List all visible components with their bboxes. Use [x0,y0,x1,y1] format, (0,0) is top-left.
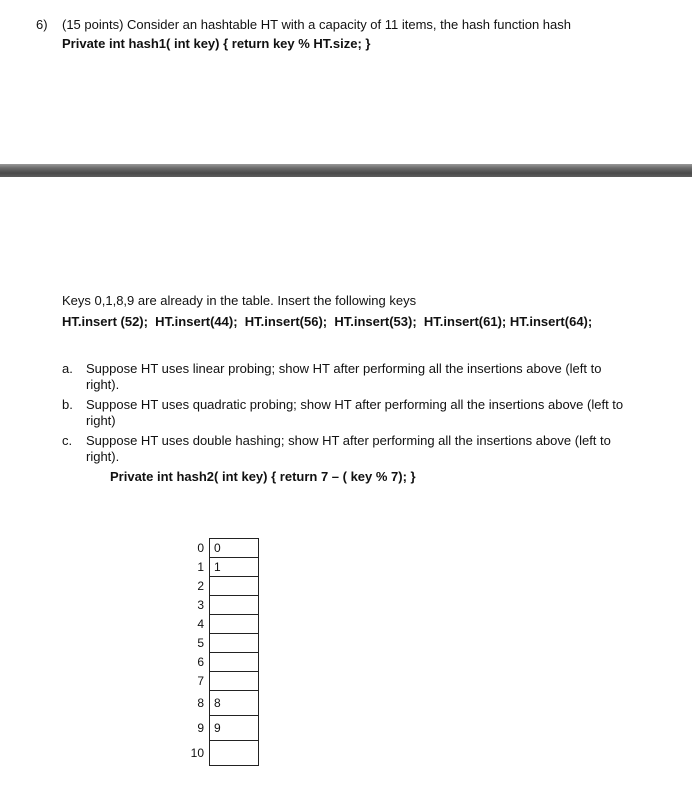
slot-index: 2 [197,579,204,593]
slot-cell[interactable]: 9 [210,716,259,741]
question-intro: (15 points) Consider an hashtable HT with a capacity of 11 items, the hash function hash [62,17,571,32]
slot-cell[interactable] [210,634,259,653]
part-c-marker: c. [62,433,73,448]
slot-index: 1 [197,560,204,574]
table-row [180,596,259,615]
slot-index: 7 [197,674,204,688]
hash1-code: Private int hash1( int key) { return key % HT.size; } [62,36,371,51]
slot-index: 8 [197,696,204,710]
table-row [180,691,259,716]
page-divider [0,164,692,177]
table-row [180,634,259,653]
part-b-text: Suppose HT uses quadratic probing; show HT after performing all the insertions above (left to right) [86,397,624,428]
slot-cell[interactable]: 0 [210,539,259,558]
hash2-code: Private int hash2( int key) { return 7 – ( key % 7); } [110,469,416,484]
question-number: 6) [36,17,48,32]
part-b-marker: b. [62,397,73,412]
slot-cell[interactable] [210,672,259,691]
slot-cell[interactable]: 8 [210,691,259,716]
preset-keys-text: Keys 0,1,8,9 are already in the table. Insert the following keys [62,293,417,308]
slot-cell[interactable] [210,615,259,634]
slot-cell[interactable] [210,577,259,596]
part-a-text: Suppose HT uses linear probing; show HT after performing all the insertions above (left to right). [86,361,602,392]
slot-index: 5 [197,636,204,650]
slot-index: 4 [197,617,204,631]
part-c-text: Suppose HT uses double hashing; show HT after performing all the insertions above (left to right). [86,433,611,464]
slot-cell[interactable] [210,741,259,766]
hash-table [180,538,259,766]
slot-index: 0 [197,541,204,555]
slot-index: 9 [197,721,204,735]
slot-cell[interactable]: 1 [210,558,259,577]
part-a-marker: a. [62,361,73,376]
slot-index: 10 [190,746,204,760]
table-row [180,577,259,596]
table-row [180,558,259,577]
slot-index: 6 [197,655,204,669]
table-row [180,716,259,741]
table-row [180,653,259,672]
slot-cell[interactable] [210,596,259,615]
slot-cell[interactable] [210,653,259,672]
table-row [180,672,259,691]
table-row [180,539,259,558]
table-row [180,741,259,766]
table-row [180,615,259,634]
insert-sequence: HT.insert (52); HT.insert(44); HT.insert(56); HT.insert(53); HT.insert(61); HT.insert(64); [62,314,593,329]
slot-index: 3 [197,598,204,612]
